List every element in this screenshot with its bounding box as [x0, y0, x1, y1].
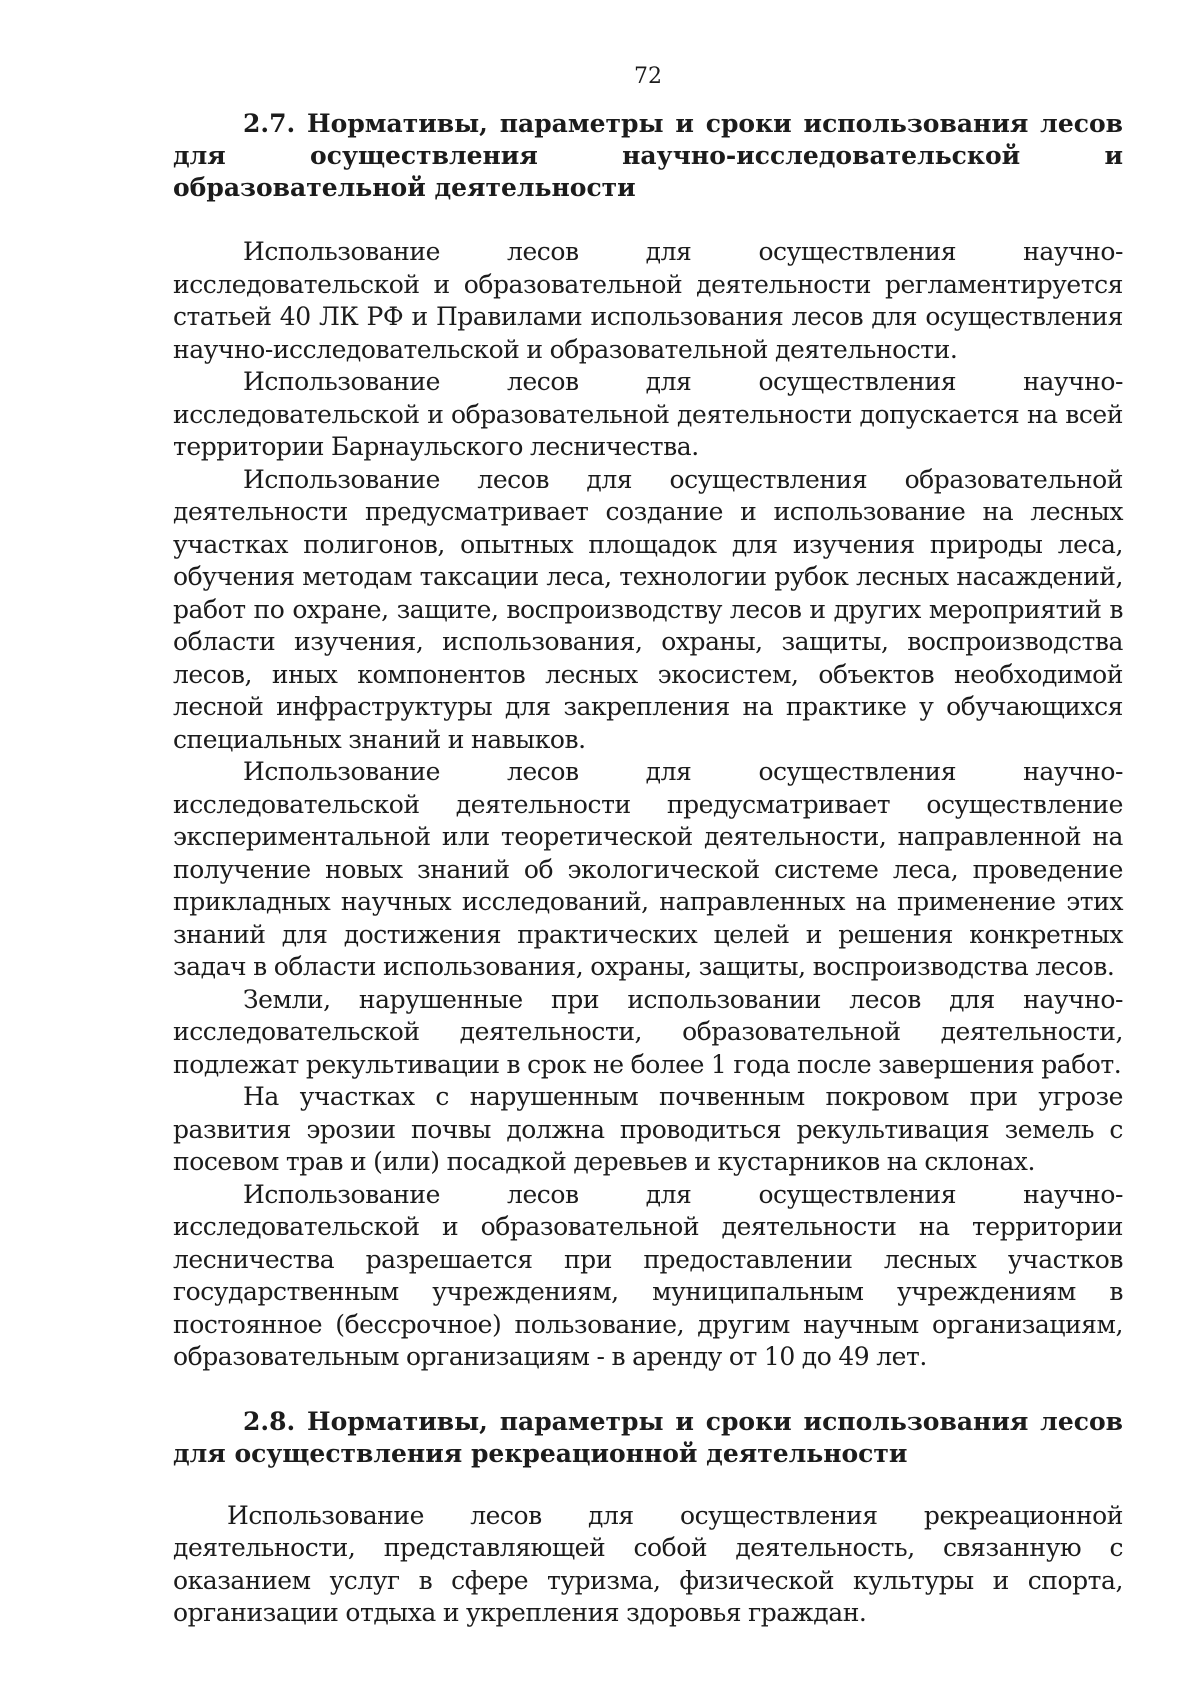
paragraph: Использование лесов для осуществления научно-исследовательской и образовательной деятельности на территории лесничества разрешается при предоставлении лесных участков государственным учреждениям, муниципальным учреждениям в постоянное (бессрочное) пользование, другим научным организациям, образовательным организациям - в аренду от 10 до 49 лет.: [173, 1179, 1123, 1371]
section-heading-2-8: 2.8. Нормативы, параметры и сроки использования лесов для осуществления рекреационной деятельности: [173, 1406, 1123, 1468]
paragraph: Земли, нарушенные при использовании лесов для научно-исследовательской деятельности, образовательной деятельности, подлежат рекультивации в срок не более 1 года после завершения работ.: [173, 984, 1123, 1079]
paragraph: Использование лесов для осуществления рекреационной деятельности, представляющей собой деятельность, связанную с оказанием услуг в сфере туризма, физической культуры и спорта, организации отдыха и укрепления здоровья граждан.: [173, 1500, 1123, 1627]
paragraph: На участках с нарушенным почвенным покровом при угрозе развития эрозии почвы должна проводиться рекультивация земель с посевом трав и (или) посадкой деревьев и кустарников на склонах.: [173, 1082, 1123, 1176]
section-heading-2-7: 2.7. Нормативы, параметры и сроки использования лесов для осуществления научно-исследовательской и образовательной деятельности: [173, 109, 1123, 202]
page-number: 72: [634, 64, 662, 89]
paragraph: Использование лесов для осуществления научно-исследовательской деятельности предусматривает осуществление экспериментальной или теоретической деятельности, направленной на получение новых знаний об экологической системе леса, проведение прикладных научных исследований, направленных на применение этих знаний для достижения практических целей и решения конкретных задач в области использования, охраны, защиты, воспроизводства лесов.: [173, 757, 1123, 981]
paragraph: Использование лесов для осуществления научно-исследовательской и образовательной деятельности регламентируется статьей 40 ЛК РФ и Правилами использования лесов для осуществления научно-исследовательской и образовательной деятельности.: [173, 237, 1123, 364]
paragraph: Использование лесов для осуществления образовательной деятельности предусматривает создание и использование на лесных участках полигонов, опытных площадок для изучения природы леса, обучения методам таксации леса, технологии рубок лесных насаждений, работ по охране, защите, воспроизводству лесов и других мероприятий в области изучения, использования, охраны, защиты, воспроизводства лесов, иных компонентов лесных экосистем, объектов необходимой лесной инфраструктуры для закрепления на практике у обучающихся специальных знаний и навыков.: [173, 464, 1123, 754]
paragraph: Использование лесов для осуществления научно-исследовательской и образовательной деятельности допускается на всей территории Барнаульского лесничества.: [173, 367, 1123, 461]
document-page: [173, 62, 1123, 1630]
